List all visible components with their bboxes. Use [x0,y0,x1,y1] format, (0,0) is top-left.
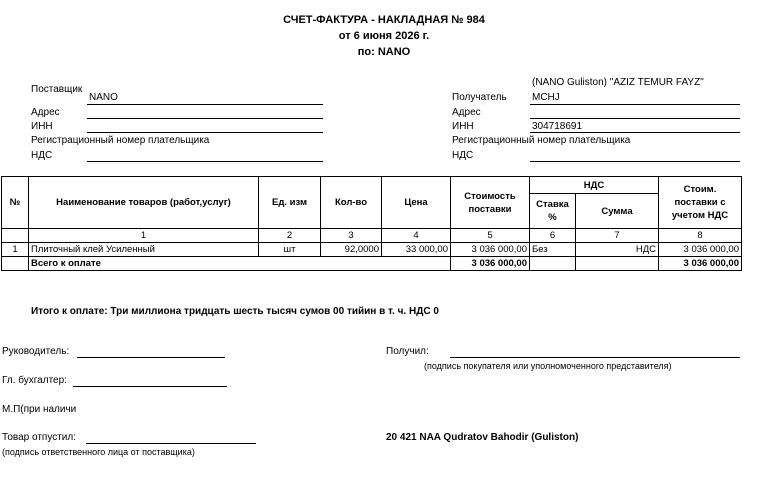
supplier-value: NANO [89,92,118,103]
col-number: 2 [259,229,321,243]
recipient-value: MCHJ [532,92,560,103]
total-cost: 3 036 000,00 [451,257,530,271]
recipient-underline [530,104,740,105]
header-price: Цена [382,177,451,229]
header-total: Стоим. поставки с учетом НДС [659,177,742,229]
invoice-table [1,176,742,271]
invoice-by: по: NANO [357,46,411,58]
col-number: 3 [321,229,382,243]
col-number [2,229,29,243]
total-nds-sum-blank [576,257,659,271]
row-qty: 92,0000 [321,243,382,257]
received-note: (подпись покупателя или уполномоченного представителя) [424,361,672,371]
recipient-reg-label: Регистрационный номер плательщика [452,135,631,146]
recipient-address-underline [530,118,740,119]
total-nds-rate-blank [530,257,576,271]
total-row [2,257,742,271]
director-signature-line [77,357,225,358]
supplier-reg-label: Регистрационный номер плательщика [31,135,210,146]
header-name: Наименование товаров (работ,услуг) [29,177,259,229]
header-nds: НДС [530,177,659,194]
total-label: Всего к оплате [29,257,451,271]
recipient-inn-underline [530,132,740,133]
invoice-date: от 6 июня 2026 г. [338,30,430,42]
header-unit: Ед. изм [259,177,321,229]
supplier-underline [87,104,323,105]
recipient-inn-label: ИНН [452,121,474,132]
row-cost: 3 036 000,00 [451,243,530,257]
supplier-label: Поставщик [31,84,83,95]
released-label: Товар отпустил: [2,432,76,443]
supplier-address-label: Адрес [31,107,60,118]
table-row [2,243,742,257]
supplier-nds-label: НДС [31,150,53,161]
header-nds-rate: Ставка % [530,194,576,229]
header-nds-sum: Сумма [576,194,659,229]
supplier-address-underline [87,118,323,119]
receiver-name: 20 421 NAA Qudratov Bahodir (Guliston) [386,432,579,443]
col-number: 4 [382,229,451,243]
row-price: 33 000,00 [382,243,451,257]
stamp-label: М.П(при наличи [2,404,77,415]
director-label: Руководитель: [2,346,70,357]
invoice-title: СЧЕТ-ФАКТУРА - НАКЛАДНАЯ № 984 [283,14,485,26]
supplier-inn-label: ИНН [31,121,53,132]
released-note: (подпись ответственного лица от поставщика) [2,447,195,457]
row-nds-sum: НДС [576,243,659,257]
recipient-name-line: (NANO Guliston) "AZIZ TEMUR FAYZ" [532,77,704,88]
row-unit: шт [259,243,321,257]
col-number: 1 [29,229,259,243]
recipient-address-label: Адрес [452,107,481,118]
accountant-label: Гл. бухгалтер: [2,375,67,386]
received-label: Получил: [386,346,429,357]
recipient-inn-value: 304718691 [532,121,583,132]
total-row-blank [2,257,29,271]
recipient-nds-label: НДС [452,150,474,161]
header-num: № [2,177,29,229]
col-number: 7 [576,229,659,243]
row-name: Плиточный клей Усиленный [29,243,259,257]
col-number: 5 [451,229,530,243]
supplier-inn-underline [87,132,323,133]
payment-summary: Итого к оплате: Три миллиона тридцать шесть тысяч сумов 00 тийин в т. ч. НДС 0 [31,306,439,317]
recipient-label: Получатель [452,92,507,103]
row-total: 3 036 000,00 [659,243,742,257]
col-number: 8 [659,229,742,243]
released-signature-line [86,443,256,444]
supplier-nds-underline [87,161,323,162]
row-num: 1 [2,243,29,257]
accountant-signature-line [73,386,227,387]
col-number: 6 [530,229,576,243]
row-nds-rate: Без [530,243,576,257]
header-qty: Кол-во [321,177,382,229]
total-total: 3 036 000,00 [659,257,742,271]
received-signature-line [450,357,740,358]
recipient-nds-underline [530,161,740,162]
header-cost: Стоимость поставки [451,177,530,229]
